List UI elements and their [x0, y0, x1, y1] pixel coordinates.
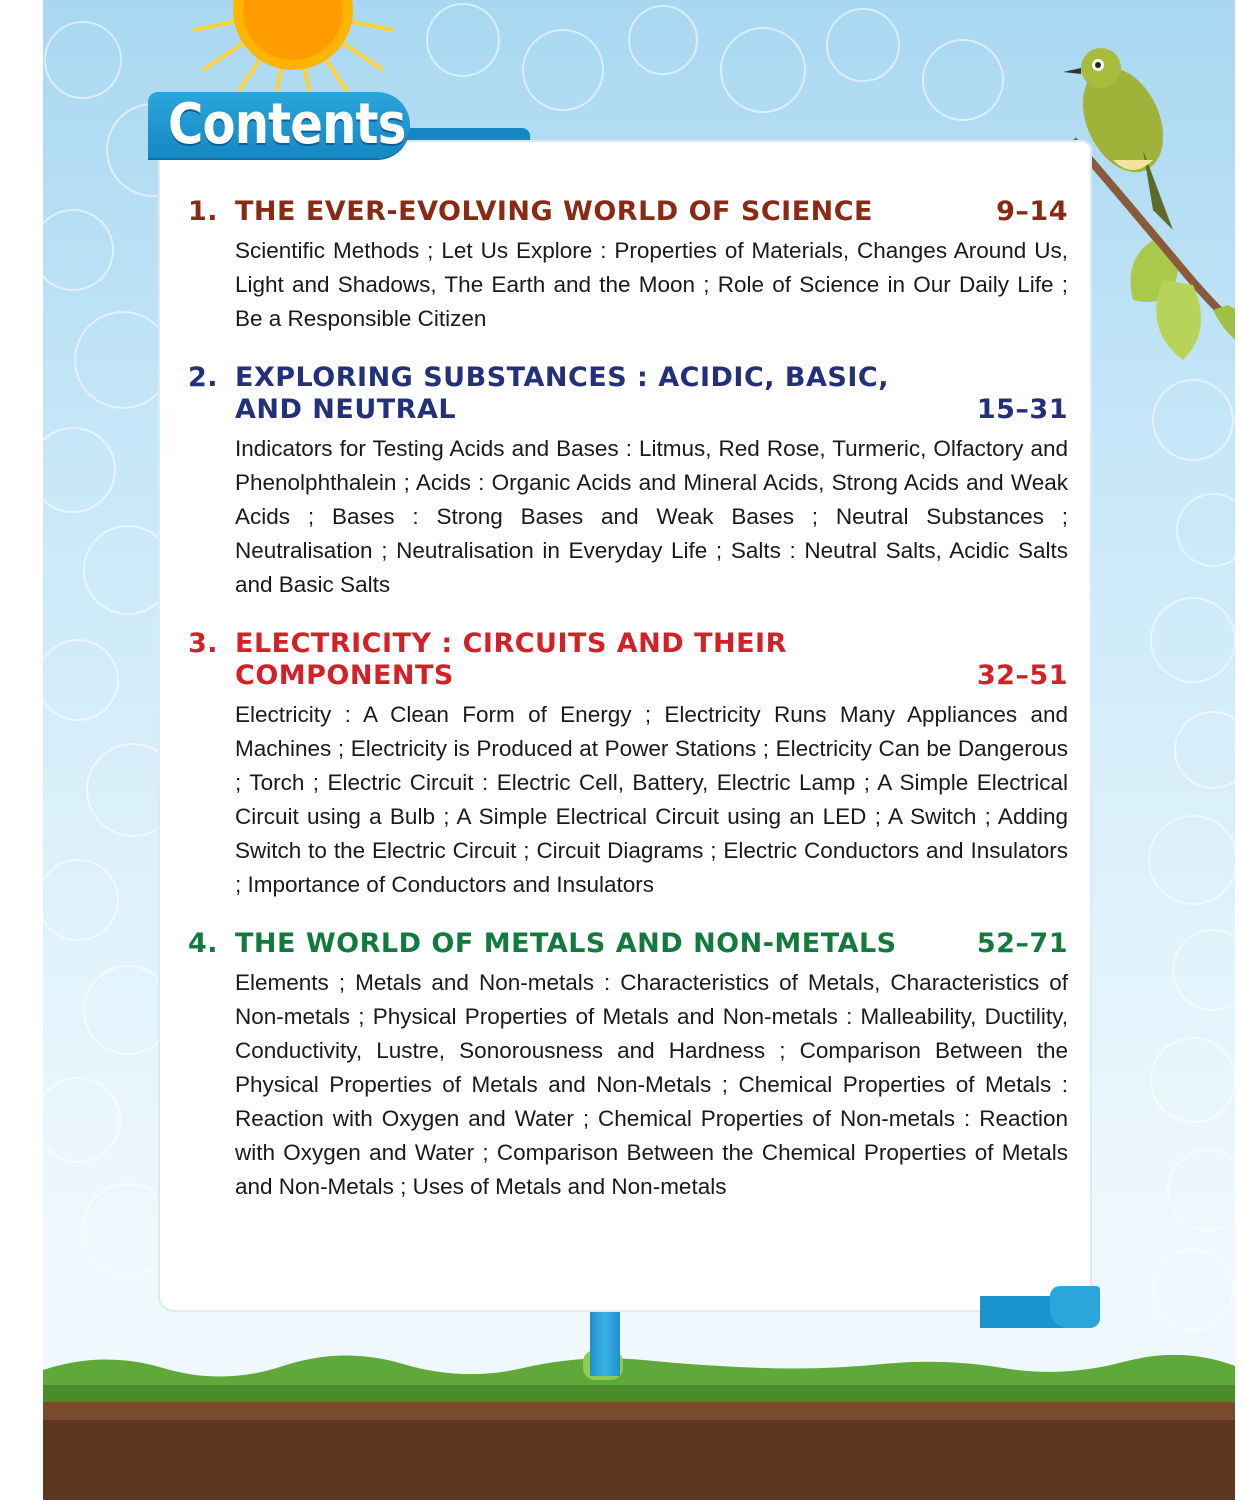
chapter-heading	[188, 196, 1068, 228]
panel-bottom-cap	[1050, 1286, 1100, 1328]
chapter-pages: 15–31	[976, 394, 1068, 425]
toc-entry-3[interactable]	[188, 628, 1068, 902]
chapter-number: 3.	[188, 628, 219, 659]
chapter-title: ELECTRICITY : CIRCUITS AND THEIR COMPONENTS	[235, 628, 787, 691]
toc-entry-2[interactable]	[188, 362, 1068, 602]
chapter-topics: Scientific Methods ; Let Us Explore : Properties of Materials, Changes Around Us, Light and Shadows, The Earth and the Moon ; Role of Science in Our Daily Life ; Be a Responsible Citizen	[235, 238, 1068, 331]
chapter-number: 2.	[188, 362, 219, 393]
chapter-pages: 9–14	[996, 196, 1068, 227]
chapter-number: 4.	[188, 928, 219, 959]
signpost-pole	[590, 1312, 620, 1376]
chapter-title: THE WORLD OF METALS AND NON-METALS	[235, 928, 897, 959]
chapter-number: 1.	[188, 196, 219, 227]
toc-entry-4[interactable]	[188, 928, 1068, 1204]
chapter-title: THE EVER-EVOLVING WORLD OF SCIENCE	[235, 196, 873, 227]
chapter-pages: 52–71	[976, 928, 1068, 959]
chapter-heading	[188, 362, 1068, 426]
chapter-topics: Electricity : A Clean Form of Energy ; Electricity Runs Many Appliances and Machines ; Electricity is Produced at Power Stations ; Electricity Can be Dangerous ; Torch ; Electric Circuit : Electric Cell, Battery, Electric Lamp ; A Simple Electrical Circuit using a Bulb ; A Simple Electrical Circuit using an LED ; A Switch ; Adding Switch to the Electric Circuit ; Circuit Diagrams ; Electric Conductors and Insulators ; Importance of Conductors and Insulators	[235, 702, 1068, 897]
chapter-heading	[188, 628, 1068, 692]
chapter-topics: Indicators for Testing Acids and Bases : Litmus, Red Rose, Turmeric, Olfactory and Phenolphthalein ; Acids : Organic Acids and Mineral Acids, Strong Acids and Weak Acids ; Bases : Strong Bases and Weak Bases ; Neutral Substances ; Neutralisation ; Neutralisation in Everyday Life ; Salts : Neutral Salts, Acidic Salts and Basic Salts	[235, 436, 1068, 597]
chapter-topics: Elements ; Metals and Non-metals : Characteristics of Metals, Characteristics of Non-metals ; Physical Properties of Metals and Non-metals : Malleability, Ductility, Conductivity, Lustre, Sonorousness and Hardness ; Comparison Between the Physical Properties of Metals and Non-Metals ; Chemical Properties of Metals : Reaction with Oxygen and Water ; Chemical Properties of Non-metals : Reaction with Oxygen and Water ; Comparison Between the Chemical Properties of Metals and Non-Metals ; Uses of Metals and Non-metals	[235, 970, 1068, 1199]
chapter-title: EXPLORING SUBSTANCES : ACIDIC, BASIC, AND NEUTRAL	[235, 362, 889, 425]
page-title: Contents	[168, 92, 406, 157]
chapter-heading	[188, 928, 1068, 960]
toc-entry-1[interactable]	[188, 196, 1068, 336]
grass-and-soil-illustration	[43, 1330, 1235, 1500]
chapter-pages: 32–51	[976, 660, 1068, 691]
